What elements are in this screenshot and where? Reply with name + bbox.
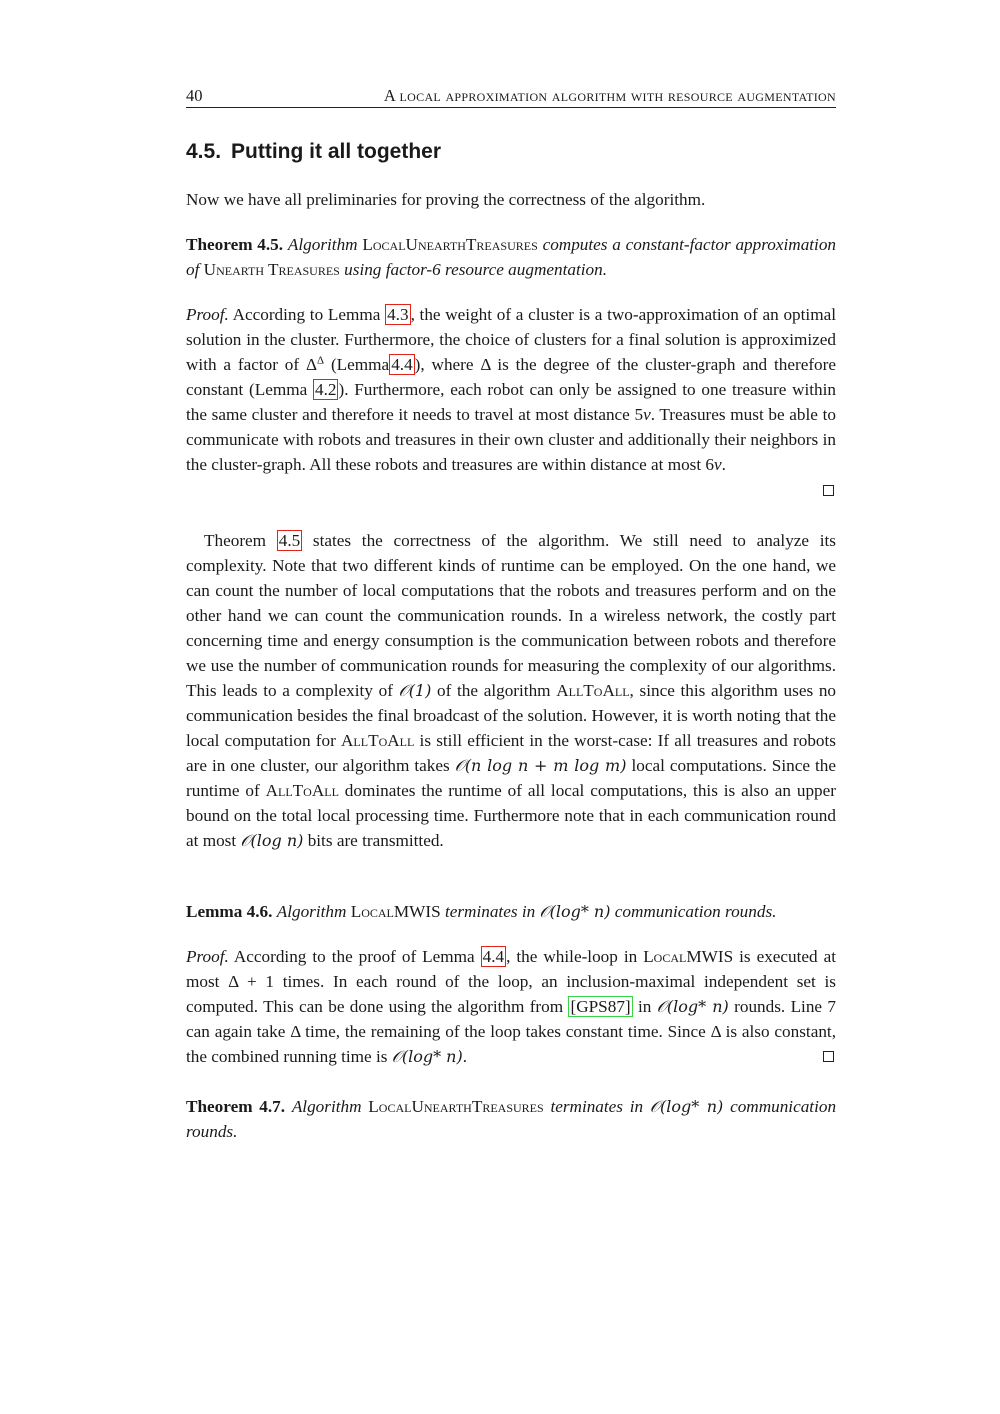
math-expression: 𝒪(log* n): [649, 1097, 724, 1116]
math-expression: 𝒪(1): [398, 681, 432, 700]
proof-text: .: [721, 455, 726, 474]
ref-lemma-4-4[interactable]: 4.4: [482, 947, 505, 966]
proof-text: .: [462, 1047, 467, 1066]
algorithm-name: AllToAll: [556, 681, 630, 700]
algorithm-name: LocalMWIS: [350, 902, 441, 921]
paragraph-text: Theorem: [204, 531, 267, 550]
proof-text: ). Furthermore, each robot can only be assigned to one treasure within the same cluster and therefore it needs to travel at most distance 5: [186, 380, 837, 424]
proof-label: Proof.: [186, 305, 229, 324]
citation-gps87[interactable]: [GPS87]: [570, 997, 631, 1016]
theorem-label: Theorem 4.5.: [186, 235, 284, 254]
proof-theorem-4-5: [186, 302, 836, 477]
section-heading: [186, 138, 441, 166]
qed-symbol: [823, 1051, 834, 1062]
proof-text: ), where Δ is the degree of the cluster-graph and therefore constant (Lemma: [186, 355, 836, 399]
paragraph-text: is still efficient in the worst-case: If all treasures and robots are in one cluster, our algorithm takes: [186, 731, 836, 775]
running-header: [186, 80, 836, 108]
proof-text: According to the proof of Lemma: [233, 947, 475, 966]
theorem-text: using factor-6 resource augmentation.: [344, 260, 608, 279]
lemma-text: communication rounds.: [614, 902, 777, 921]
proof-text: . Treasures must be able to communicate with robots and treasures in their own cluster and additionally their neighbors in the cluster-graph. All these robots and treasures are within distance at most 6: [186, 405, 836, 474]
algorithm-name: AllToAll: [265, 781, 339, 800]
complexity-paragraph: [186, 528, 836, 853]
lemma-4-6: [186, 899, 836, 924]
math-expression: 𝒪(log* n): [539, 902, 611, 921]
section-title: Putting it all together: [231, 140, 442, 163]
superscript: Δ: [317, 354, 325, 367]
paragraph-text: , since this algorithm uses no communication besides the final broadcast of the solution. However, it is worth noting that the local computation for: [186, 681, 837, 750]
algorithm-name: AllToAll: [341, 731, 415, 750]
proof-label: Proof.: [186, 947, 229, 966]
proof-text: According to Lemma: [232, 305, 381, 324]
ref-lemma-4-2[interactable]: 4.2: [315, 380, 337, 399]
paragraph-text: local computations. Since the runtime of: [186, 756, 836, 800]
math-expression: 𝒪(log n): [240, 831, 304, 850]
theorem-label: Theorem 4.7.: [186, 1097, 286, 1116]
proof-text: , the weight of a cluster is a two-approximation of an optimal solution in the cluster. Furthermore, the choice of clusters for a final solution is approximized with a factor of Δ: [186, 305, 836, 374]
math-expression: 𝒪(log* n): [391, 1047, 463, 1066]
algorithm-name: LocalUnearthTreasures: [368, 1097, 544, 1116]
running-title: A local approximation algorithm with resource augmentation: [383, 86, 836, 105]
proof-text: (Lemma: [324, 355, 390, 374]
algorithm-name: LocalMWIS: [643, 947, 734, 966]
theorem-text: communication rounds.: [186, 1097, 837, 1141]
math-expression: 𝒪(log* n): [656, 997, 729, 1016]
problem-name: Unearth Treasures: [203, 260, 340, 279]
intro-paragraph: Now we have all preliminaries for proving the correctness of the algorithm.: [186, 190, 706, 209]
theorem-4-7: [186, 1094, 836, 1144]
proof-text: is executed at most Δ + 1 times. In each round of the loop, an inclusion-maximal independent set is computed. This can be done using the algorithm from: [186, 947, 837, 1016]
theorem-text: terminates in: [550, 1097, 644, 1116]
ref-theorem-4-5[interactable]: 4.5: [278, 531, 301, 550]
proof-text: rounds. Line 7 can again take Δ time, the remaining of the loop takes constant time. Since Δ is also constant, the combined running time is: [186, 997, 837, 1066]
paragraph-text: bits are transmitted.: [303, 831, 444, 850]
proof-lemma-4-6: [186, 944, 836, 1069]
algorithm-name: LocalUnearthTreasures: [362, 235, 538, 254]
theorem-text: Algorithm: [287, 235, 358, 254]
theorem-4-5: [186, 232, 836, 282]
lemma-label: Lemma 4.6.: [186, 902, 273, 921]
page-number: 40: [186, 86, 203, 105]
math-var: v: [643, 405, 651, 424]
theorem-text: Algorithm: [291, 1097, 362, 1116]
section-number: 4.5.: [186, 140, 222, 163]
paragraph-text: dominates the runtime of all local computations, this is also an upper bound on the total local processing time. Furthermore note that in each communication round at most: [186, 781, 837, 850]
lemma-text: terminates in: [444, 902, 536, 921]
math-var: v: [714, 455, 722, 474]
ref-lemma-4-4[interactable]: 4.4: [391, 355, 413, 374]
paragraph-text: of the algorithm: [431, 681, 557, 700]
theorem-text: computes a constant-factor approximation of: [186, 235, 837, 279]
paragraph-text: states the correctness of the algorithm. We still need to analyze its complexity. Note that two different kinds of runtime can be employed. On the one hand, we can count the number of local computations that the robots and treasures perform and on the other hand we can count the communication rounds. In a wireless network, the costly part concerning time and energy consumption is the communication between robots and therefore we use the number of communication rounds for measuring the complexity of our algorithms. This leads to a complexity of: [186, 531, 836, 700]
proof-text: , the while-loop in: [506, 947, 638, 966]
lemma-text: Algorithm: [276, 902, 347, 921]
qed-symbol: [823, 485, 834, 496]
math-expression: 𝒪(n log n + m log m): [454, 756, 627, 775]
ref-lemma-4-3[interactable]: 4.3: [387, 305, 409, 324]
proof-text: in: [638, 997, 652, 1016]
